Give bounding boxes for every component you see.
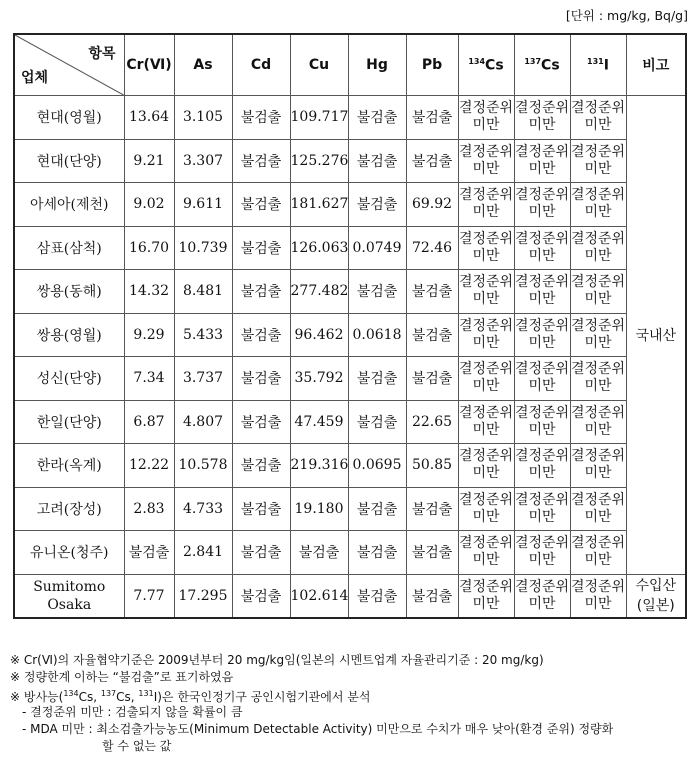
- mda-line: 결정준위: [514, 491, 570, 508]
- value-cell: 불검출: [348, 183, 406, 227]
- radioactivity-cell: [458, 313, 514, 357]
- value-cell: 96.462: [290, 313, 348, 357]
- col-header-hg: Hg: [348, 34, 406, 96]
- mda-line: 미만: [472, 291, 500, 308]
- value-cell: 2.83: [124, 487, 174, 531]
- radioactivity-cell: [458, 444, 514, 488]
- value-cell: 3.105: [174, 96, 232, 140]
- mda-line: 미만: [528, 117, 556, 134]
- mda-line: 미만: [472, 508, 500, 525]
- value-cell: 불검출: [406, 270, 458, 314]
- company-cell: 현대(단양): [14, 139, 124, 183]
- value-cell: 불검출: [124, 531, 174, 575]
- value-cell: 14.32: [124, 270, 174, 314]
- mda-line: 미만: [584, 378, 612, 395]
- mda-line: 미만: [472, 552, 500, 569]
- mda-line: 미만: [528, 421, 556, 438]
- value-cell: 47.459: [290, 400, 348, 444]
- company-cell: 쌍용(동해): [14, 270, 124, 314]
- mda-line: 결정준위: [514, 578, 570, 595]
- radioactivity-cell: [514, 139, 570, 183]
- mda-line: 결정준위: [458, 100, 514, 117]
- radioactivity-cell: [514, 183, 570, 227]
- value-cell: 69.92: [406, 183, 458, 227]
- note-mda-cont: 할 수 없는 값: [102, 739, 172, 753]
- value-cell: 6.87: [124, 400, 174, 444]
- value-cell: 9.29: [124, 313, 174, 357]
- radioactivity-cell: [514, 574, 570, 618]
- company-cell: 한일(단양): [14, 400, 124, 444]
- mda-line: 미만: [584, 334, 612, 351]
- mda-line: 미만: [472, 334, 500, 351]
- mda-line: 결정준위: [458, 274, 514, 291]
- radioactivity-cell: [458, 183, 514, 227]
- col-header-cu: Cu: [290, 34, 348, 96]
- mda-line: 결정준위: [570, 187, 626, 204]
- table-row: [14, 531, 686, 575]
- col-header-as: As: [174, 34, 232, 96]
- value-cell: 16.70: [124, 226, 174, 270]
- value-cell: 4.807: [174, 400, 232, 444]
- mda-line: 결정준위: [458, 491, 514, 508]
- company-cell: 고려(장성): [14, 487, 124, 531]
- value-cell: 0.0749: [348, 226, 406, 270]
- value-cell: 2.841: [174, 531, 232, 575]
- value-cell: 13.64: [124, 96, 174, 140]
- corner-company-label: 업체: [21, 70, 49, 86]
- value-cell: 불검출: [406, 357, 458, 401]
- radioactivity-cell: [514, 444, 570, 488]
- company-cell: 유니온(청주): [14, 531, 124, 575]
- mda-line: 미만: [528, 552, 556, 569]
- value-cell: 불검출: [348, 487, 406, 531]
- mda-line: 결정준위: [570, 404, 626, 421]
- mda-line: 결정준위: [458, 187, 514, 204]
- mda-line: 결정준위: [570, 317, 626, 334]
- mda-line: 결정준위: [458, 230, 514, 247]
- value-cell: 불검출: [232, 444, 290, 488]
- radioactivity-cell: [570, 487, 626, 531]
- radioactivity-cell: [570, 139, 626, 183]
- col-header-cd: Cd: [232, 34, 290, 96]
- radioactivity-cell: [514, 487, 570, 531]
- mda-line: 미만: [528, 291, 556, 308]
- mda-line: 미만: [528, 595, 556, 612]
- value-cell: 불검출: [406, 139, 458, 183]
- company-line: Sumitomo: [33, 578, 106, 595]
- value-cell: 125.276: [290, 139, 348, 183]
- mda-line: 결정준위: [570, 578, 626, 595]
- radioactivity-cell: [514, 226, 570, 270]
- mda-line: 결정준위: [570, 361, 626, 378]
- value-cell: 불검출: [232, 574, 290, 618]
- col-header-cs134: $^{134}$Cs: [458, 34, 514, 96]
- mda-line: 미만: [584, 595, 612, 612]
- value-cell: 126.063: [290, 226, 348, 270]
- radioactivity-cell: [570, 531, 626, 575]
- mda-line: 결정준위: [458, 317, 514, 334]
- value-cell: 불검출: [348, 531, 406, 575]
- mda-line: 미만: [584, 291, 612, 308]
- value-cell: 72.46: [406, 226, 458, 270]
- table-row: [14, 270, 686, 314]
- value-cell: 불검출: [406, 487, 458, 531]
- value-cell: 10.739: [174, 226, 232, 270]
- radioactivity-cell: [458, 226, 514, 270]
- table-row: [14, 139, 686, 183]
- value-cell: 102.614: [290, 574, 348, 618]
- value-cell: 3.737: [174, 357, 232, 401]
- company-cell: 성신(단양): [14, 357, 124, 401]
- radioactivity-cell: [458, 487, 514, 531]
- mda-line: 미만: [584, 204, 612, 221]
- mda-line: 미만: [584, 117, 612, 134]
- radioactivity-cell: [514, 357, 570, 401]
- mda-line: 결정준위: [458, 448, 514, 465]
- value-cell: 불검출: [232, 487, 290, 531]
- value-cell: 불검출: [232, 226, 290, 270]
- radioactivity-cell: [570, 444, 626, 488]
- company-cell: [14, 574, 124, 618]
- value-cell: 7.34: [124, 357, 174, 401]
- value-cell: 9.21: [124, 139, 174, 183]
- value-cell: 불검출: [232, 531, 290, 575]
- value-cell: 불검출: [232, 313, 290, 357]
- mda-line: 결정준위: [570, 491, 626, 508]
- mda-line: 미만: [528, 378, 556, 395]
- value-cell: 12.22: [124, 444, 174, 488]
- mda-line: 미만: [528, 334, 556, 351]
- radioactivity-cell: [570, 357, 626, 401]
- mda-line: 결정준위: [458, 404, 514, 421]
- mda-line: 결정준위: [514, 187, 570, 204]
- table-row: [14, 444, 686, 488]
- mda-line: 결정준위: [514, 230, 570, 247]
- radioactivity-cell: [570, 270, 626, 314]
- mda-line: 미만: [528, 204, 556, 221]
- col-header-remark: 비고: [626, 34, 686, 96]
- table-row: [14, 400, 686, 444]
- col-header-i131: $^{131}$I: [570, 34, 626, 96]
- table-row: [14, 357, 686, 401]
- radioactivity-cell: [458, 139, 514, 183]
- value-cell: 불검출: [406, 96, 458, 140]
- mda-line: 미만: [528, 465, 556, 482]
- value-cell: 불검출: [348, 357, 406, 401]
- note-cr-standard: ※ Cr(Ⅵ)의 자율협약기준은 2009년부터 20 mg/kg임(일본의 시멘트업계 자율관리기준 : 20 mg/kg): [10, 653, 544, 667]
- mda-line: 결정준위: [514, 535, 570, 552]
- mda-line: 미만: [472, 465, 500, 482]
- mda-line: 결정준위: [570, 143, 626, 160]
- mda-line: 미만: [584, 247, 612, 264]
- mda-line: 결정준위: [458, 578, 514, 595]
- radioactivity-cell: [570, 96, 626, 140]
- table-row: [14, 313, 686, 357]
- mda-line: 미만: [472, 247, 500, 264]
- radioactivity-cell: [458, 96, 514, 140]
- radioactivity-cell: [514, 270, 570, 314]
- table-row: [14, 226, 686, 270]
- value-cell: 4.733: [174, 487, 232, 531]
- value-cell: 불검출: [406, 531, 458, 575]
- corner-header: [14, 34, 124, 96]
- company-cell: 아세아(제천): [14, 183, 124, 227]
- col-header-pb: Pb: [406, 34, 458, 96]
- mda-line: 결정준위: [514, 143, 570, 160]
- mda-line: 결정준위: [570, 448, 626, 465]
- mda-line: 결정준위: [514, 361, 570, 378]
- header-row: [14, 34, 686, 96]
- radioactivity-cell: [514, 313, 570, 357]
- value-cell: 불검출: [348, 139, 406, 183]
- table-row: [14, 183, 686, 227]
- mda-line: 미만: [528, 160, 556, 177]
- value-cell: 181.627: [290, 183, 348, 227]
- company-cell: 쌍용(영월): [14, 313, 124, 357]
- mda-line: 결정준위: [458, 361, 514, 378]
- value-cell: 불검출: [232, 139, 290, 183]
- mda-line: 결정준위: [514, 100, 570, 117]
- corner-item-label: 항목: [88, 46, 116, 62]
- radioactivity-cell: [458, 357, 514, 401]
- table-row: [14, 574, 686, 618]
- radioactivity-cell: [570, 226, 626, 270]
- table-row: [14, 487, 686, 531]
- value-cell: 35.792: [290, 357, 348, 401]
- value-cell: 불검출: [348, 270, 406, 314]
- mda-line: 결정준위: [570, 230, 626, 247]
- remark-import: 수입산 (일본): [626, 574, 686, 618]
- value-cell: 불검출: [406, 313, 458, 357]
- radioactivity-cell: [570, 183, 626, 227]
- value-cell: 0.0618: [348, 313, 406, 357]
- company-cell: 한라(옥계): [14, 444, 124, 488]
- results-table: [13, 33, 687, 619]
- radioactivity-cell: [458, 400, 514, 444]
- value-cell: 불검출: [232, 400, 290, 444]
- mda-line: 미만: [584, 421, 612, 438]
- value-cell: 50.85: [406, 444, 458, 488]
- value-cell: 5.433: [174, 313, 232, 357]
- mda-line: 미만: [472, 421, 500, 438]
- radioactivity-cell: [570, 400, 626, 444]
- value-cell: 불검출: [232, 270, 290, 314]
- value-cell: 9.02: [124, 183, 174, 227]
- radioactivity-cell: [570, 313, 626, 357]
- radioactivity-cell: [458, 531, 514, 575]
- mda-line: 미만: [472, 204, 500, 221]
- remark-domestic: 국내산: [626, 96, 686, 575]
- value-cell: 19.180: [290, 487, 348, 531]
- value-cell: 8.481: [174, 270, 232, 314]
- mda-line: 미만: [584, 160, 612, 177]
- mda-line: 결정준위: [458, 143, 514, 160]
- value-cell: 22.65: [406, 400, 458, 444]
- value-cell: 불검출: [348, 400, 406, 444]
- unit-label: [단위 : mg/kg, Bq/g]: [565, 8, 688, 23]
- radioactivity-cell: [570, 574, 626, 618]
- mda-line: 미만: [472, 117, 500, 134]
- mda-line: 미만: [584, 465, 612, 482]
- value-cell: 17.295: [174, 574, 232, 618]
- value-cell: 3.307: [174, 139, 232, 183]
- value-cell: 불검출: [232, 357, 290, 401]
- radioactivity-cell: [458, 270, 514, 314]
- mda-line: 결정준위: [570, 274, 626, 291]
- company-cell: 삼표(삼척): [14, 226, 124, 270]
- mda-line: 미만: [472, 595, 500, 612]
- mda-line: 결정준위: [570, 535, 626, 552]
- note-radioactivity: ※ 방사능($^{134}$Cs, $^{137}$Cs, $^{131}$I)은 한국인정기구 공인시험기관에서 분석: [10, 689, 371, 704]
- value-cell: 0.0695: [348, 444, 406, 488]
- mda-line: 미만: [528, 508, 556, 525]
- value-cell: 불검출: [232, 183, 290, 227]
- value-cell: 불검출: [232, 96, 290, 140]
- value-cell: 219.316: [290, 444, 348, 488]
- mda-line: 미만: [584, 508, 612, 525]
- value-cell: 9.611: [174, 183, 232, 227]
- radioactivity-cell: [514, 400, 570, 444]
- note-not-detected: ※ 정량한계 이하는 “불검출”로 표기하였음: [10, 670, 234, 684]
- mda-line: 결정준위: [514, 404, 570, 421]
- note-decision-level: - 결정준위 미만 : 검출되지 않을 확률이 큼: [22, 705, 243, 719]
- mda-line: 미만: [528, 247, 556, 264]
- table-row: [14, 96, 686, 140]
- value-cell: 277.482: [290, 270, 348, 314]
- mda-line: 미만: [472, 378, 500, 395]
- value-cell: 109.717: [290, 96, 348, 140]
- company-line: Osaka: [47, 596, 92, 613]
- mda-line: 미만: [584, 552, 612, 569]
- value-cell: 불검출: [406, 574, 458, 618]
- radioactivity-cell: [514, 531, 570, 575]
- radioactivity-cell: [514, 96, 570, 140]
- col-header-cr: Cr(Ⅵ): [124, 34, 174, 96]
- radioactivity-cell: [458, 574, 514, 618]
- value-cell: 불검출: [290, 531, 348, 575]
- mda-line: 결정준위: [458, 535, 514, 552]
- value-cell: 불검출: [348, 574, 406, 618]
- value-cell: 불검출: [348, 96, 406, 140]
- company-cell: 현대(영월): [14, 96, 124, 140]
- mda-line: 미만: [472, 160, 500, 177]
- value-cell: 10.578: [174, 444, 232, 488]
- value-cell: 7.77: [124, 574, 174, 618]
- mda-line: 결정준위: [570, 100, 626, 117]
- mda-line: 결정준위: [514, 317, 570, 334]
- col-header-cs137: $^{137}$Cs: [514, 34, 570, 96]
- note-mda: - MDA 미만 : 최소검출가능농도(Minimum Detectable Activity) 미만으로 수치가 매우 낮아(환경 준위) 정량화: [22, 722, 614, 736]
- mda-line: 결정준위: [514, 274, 570, 291]
- mda-line: 결정준위: [514, 448, 570, 465]
